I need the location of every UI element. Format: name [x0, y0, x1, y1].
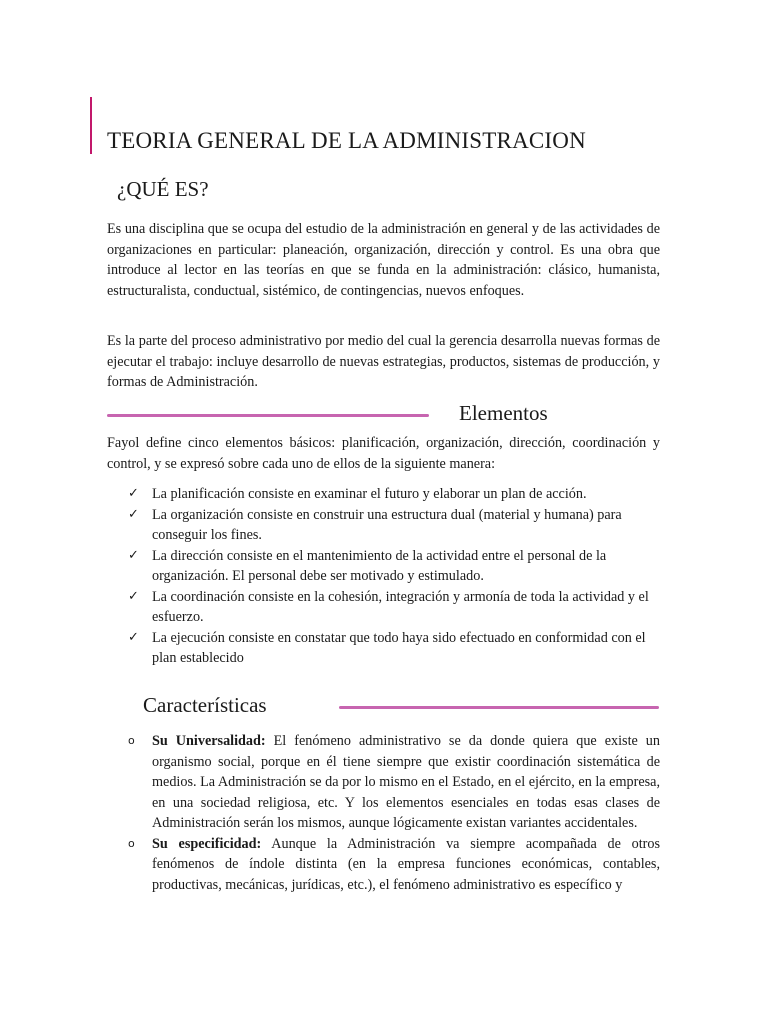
elementos-divider [107, 414, 429, 417]
title-accent-bar [90, 97, 92, 154]
list-item-term: Su especificidad: [152, 835, 262, 852]
list-item [0, 505, 660, 546]
checkmark-icon: ✓ [128, 547, 139, 563]
list-item [0, 484, 660, 505]
circle-bullet-icon: o [128, 734, 135, 747]
list-item-text: La coordinación consiste en la cohesión, integración y armonía de toda la actividad y el esfuerzo. [152, 588, 649, 625]
list-item [0, 628, 660, 669]
list-item-text: Aunque la Administración va siempre acompañada de otros fenómenos de índole distinta (en la empresa funciones económicas, contables, productivas, mecánicas, jurídicas, etc.), el fenómeno administrativo es específico y [152, 835, 661, 893]
list-item [0, 731, 660, 834]
elementos-list [0, 484, 660, 669]
checkmark-icon: ✓ [128, 629, 139, 645]
elementos-intro: Fayol define cinco elementos básicos: planificación, organización, dirección, coordinación y control, y se expresó sobre cada uno de ellos de la siguiente manera: [107, 435, 660, 472]
list-item-text: El fenómeno administrativo se da donde quiera que existe un organismo social, porque en él tiene siempre que existir coordinación sistemática de medios. La Administración se da por lo mismo en el Estado, en el ejército, en la empresa, en una sociedad religiosa, etc. Y los elementos esenciales en todas esas clases de Administración serán los mismos, aunque lógicamente existan variantes accidentales. [152, 733, 660, 831]
list-item-text: La planificación consiste en examinar el futuro y elaborar un plan de acción. [152, 486, 587, 502]
document-title: TEORIA GENERAL DE LA ADMINISTRACION [107, 128, 586, 153]
list-item-text: La ejecución consiste en constatar que todo haya sido efectuado en conformidad con el plan establecido [152, 629, 646, 666]
circle-bullet-icon: o [128, 836, 135, 850]
list-item-text: La dirección consiste en el mantenimiento de la actividad entre el personal de la organización. El personal debe ser motivado y estimulado. [152, 547, 607, 584]
document-subtitle: ¿QUÉ ES? [117, 177, 209, 201]
list-item-text: La organización consiste en construir una estructura dual (material y humana) para conseguir los fines. [152, 506, 622, 543]
list-item [0, 546, 660, 587]
list-item [0, 587, 660, 628]
caracteristicas-divider [339, 706, 659, 709]
caracteristicas-heading: Características [143, 693, 267, 717]
caracteristicas-list [0, 731, 660, 895]
list-item-term: Su Universalidad: [152, 733, 266, 749]
checkmark-icon: ✓ [128, 588, 139, 604]
elementos-heading: Elementos [459, 401, 548, 425]
intro-paragraph-2: Es la parte del proceso administrativo por medio del cual la gerencia desarrolla nuevas formas de ejecutar el trabajo: incluye desarrollo de nuevas estrategias, productos, sistemas de producción, y formas de Administración. [107, 333, 660, 390]
list-item [0, 834, 660, 896]
checkmark-icon: ✓ [128, 486, 139, 501]
checkmark-icon: ✓ [128, 506, 139, 522]
intro-paragraph-1: Es una disciplina que se ocupa del estudio de la administración en general y de las actividades de organizaciones en particular: planeación, organización, dirección y control. Es una obra que introduce al lector en las teorías en que se funda en la administración: clásico, humanista, estructuralista, conductual, sistémico, de contingencias, nuevos enfoques. [107, 221, 660, 299]
